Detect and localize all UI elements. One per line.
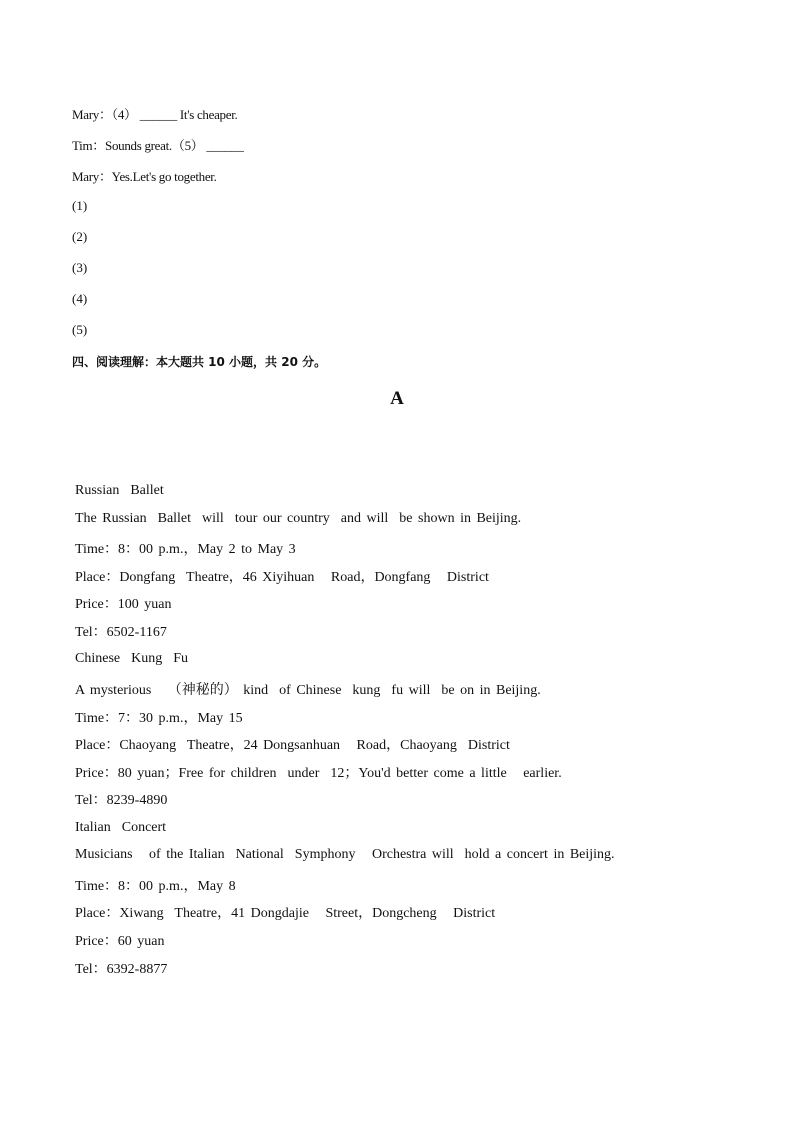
ad-description: Musicians of the Italian National Symphony Orchestra will hold a concert in Beijing. [75,847,615,862]
ad-description: A mysterious （神秘的） kind of Chinese kung fu will be on in Beijing. [75,683,541,698]
passage-letter: A [390,388,404,409]
dialogue-line-mary-4: Mary：（4） ______ It's cheaper. [72,107,238,122]
answer-number-5: (5) [72,322,88,337]
ad-tel: Tel：6392-8877 [75,962,168,977]
answer-number-4: (4) [72,291,88,306]
ad-time: Time：7：30 p.m.，May 15 [75,711,243,726]
ad-price: Price：100 yuan [75,597,172,612]
ad-time: Time：8：00 p.m.，May 2 to May 3 [75,542,296,557]
answer-number-3: (3) [72,260,88,275]
ad-tel: Tel：8239-4890 [75,793,168,808]
dialogue-line-tim-5: Tim：Sounds great.（5） ______ [72,138,244,153]
answer-number-2: (2) [72,229,88,244]
ad-place: Place：Dongfang Theatre，46 Xiyihuan Road，Dongfang District [75,570,489,585]
answer-number-1: (1) [72,198,88,213]
ad-description: The Russian Ballet will tour our country and will be shown in Beijing. [75,511,522,526]
ad-place: Place：Chaoyang Theatre，24 Dongsanhuan Road，Chaoyang District [75,738,510,753]
ad-time: Time：8：00 p.m.，May 8 [75,879,236,894]
ad-title-italian-concert: Italian Concert [75,820,167,835]
ad-place: Place：Xiwang Theatre，41 Dongdajie Street，Dongcheng District [75,906,496,921]
ad-price: Price：80 yuan；Free for children under 12；You'd better come a little earlier. [75,766,562,781]
ad-title-russian-ballet: Russian Ballet [75,483,164,498]
ad-tel: Tel：6502-1167 [75,625,167,640]
ad-title-chinese-kung-fu: Chinese Kung Fu [75,651,188,666]
ad-price: Price：60 yuan [75,934,165,949]
dialogue-line-mary-end: Mary：Yes.Let's go together. [72,169,217,184]
section-heading: 四、阅读理解：本大题共 10 小题，共 20 分。 [72,355,327,369]
